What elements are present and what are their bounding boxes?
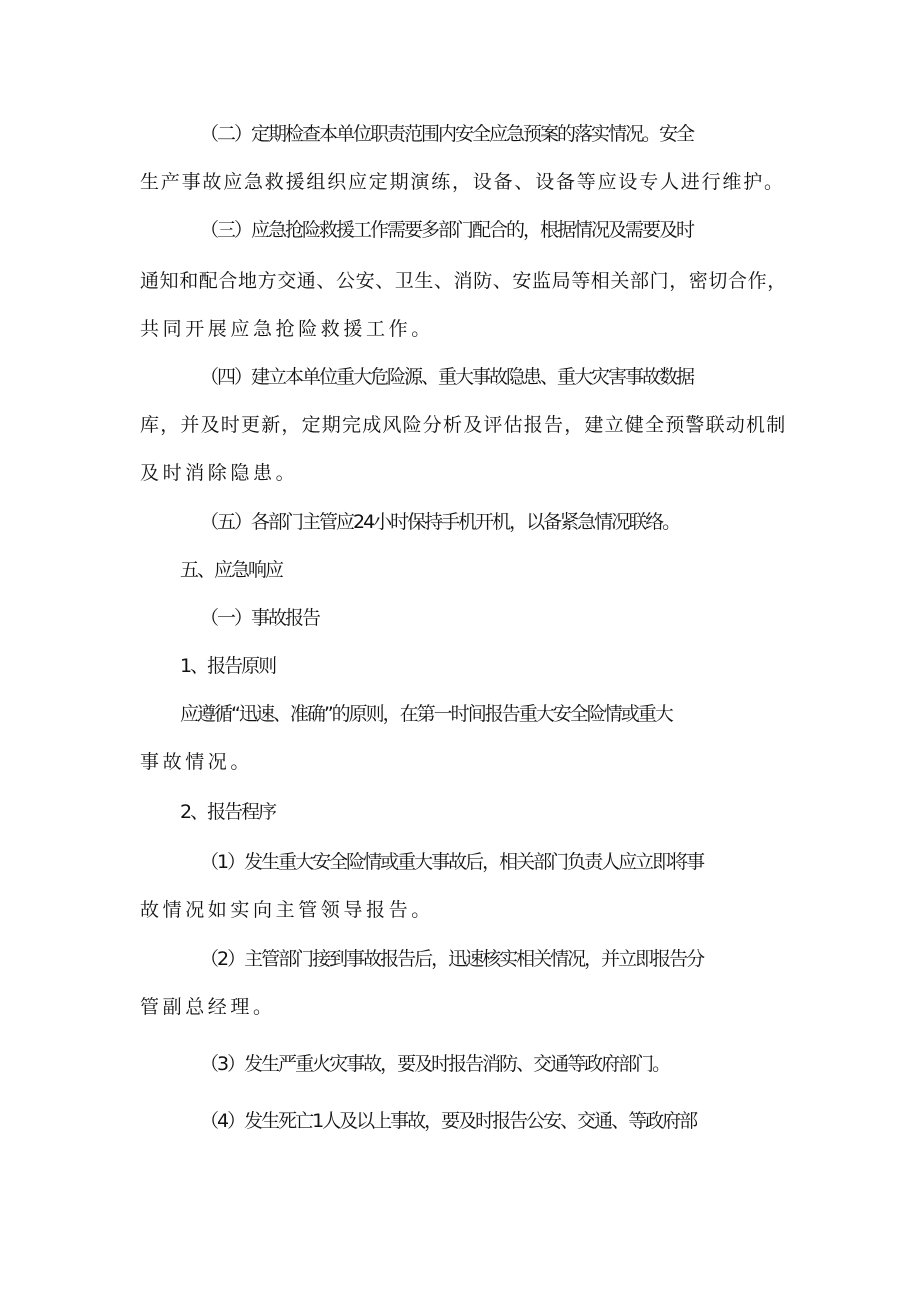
paragraph-line: 管副总经理。: [140, 996, 276, 1018]
paragraph-line: （四）建立本单位重大危险源、重大事故隐患、重大灾害事故数据: [200, 366, 694, 388]
paragraph-line: 库，并及时更新，定期完成风险分析及评估报告，建立健全预警联动机制: [140, 414, 787, 436]
paragraph-line: （3）发生严重火灾事故，要及时报告消防、交通等政府部门。: [200, 1053, 670, 1075]
item-heading: 1、报告原则: [180, 655, 276, 677]
paragraph-line: （三）应急抢险救援工作需要多部门配合的，根据情况及需要及时: [200, 219, 694, 241]
paragraph-line: 生产事故应急救援组织应定期演练，设备、设备等应设专人进行维护。: [140, 171, 785, 193]
paragraph-line: （五）各部门主管应24小时保持手机开机，以备紧急情况联络。: [200, 511, 680, 533]
paragraph-line: 事故情况。: [140, 751, 254, 773]
subsection-heading: （一）事故报告: [200, 607, 320, 629]
paragraph-line: （2）主管部门接到事故报告后，迅速核实相关情况，并立即报告分: [200, 948, 704, 970]
paragraph-line: 共同开展应急抢险救援工作。: [140, 318, 434, 340]
paragraph-line: 应遵循“迅速、准确”的原则，在第一时间报告重大安全险情或重大: [180, 703, 672, 725]
paragraph-line: （4）发生死亡1人及以上事故，要及时报告公安、交通、等政府部: [200, 1110, 697, 1132]
section-heading: 五、应急响应: [180, 559, 283, 581]
paragraph-line: （二）定期检查本单位职责范围内安全应急预案的落实情况。安全: [200, 123, 694, 145]
paragraph-line: 通知和配合地方交通、公安、卫生、消防、安监局等相关部门，密切合作，: [140, 270, 787, 292]
paragraph-line: 故情况如实向主管领导报告。: [140, 899, 434, 921]
item-heading: 2、报告程序: [180, 801, 276, 823]
paragraph-line: 及时消除隐患。: [140, 462, 299, 484]
paragraph-line: （1）发生重大安全险情或重大事故后，相关部门负责人应立即将事: [200, 851, 704, 873]
